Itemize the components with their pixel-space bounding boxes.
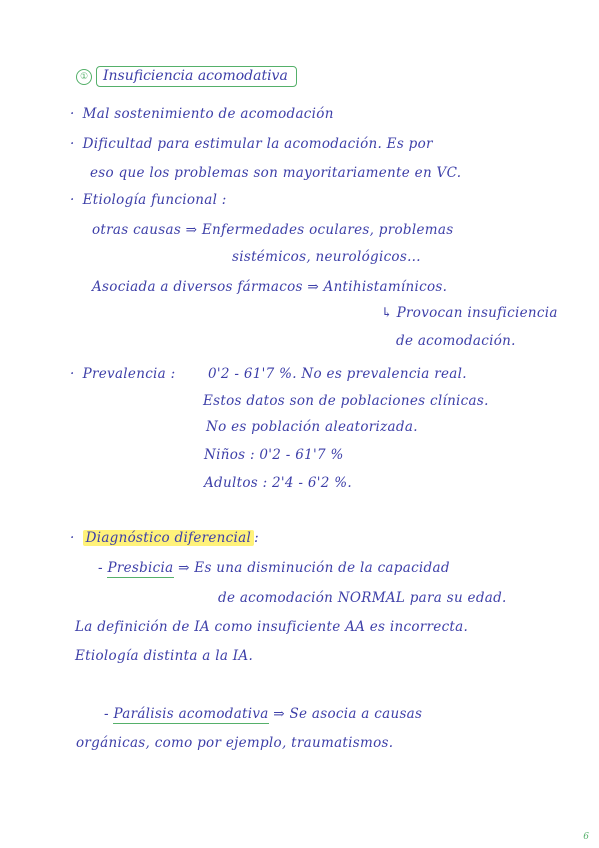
diagnostico-heading-line <box>70 530 259 546</box>
prevalencia-line-4: Niños : 0'2 - 61'7 % <box>204 447 344 463</box>
note-line-1: La definición de IA como insuficiente AA es incorrecta. <box>75 619 469 635</box>
paralisis-line-2: orgánicas, como por ejemplo, traumatismos. <box>76 735 394 751</box>
bullet-text: Mal sostenimiento de acomodación <box>82 106 334 122</box>
etiologia-line-4 <box>381 305 558 321</box>
paralisis-term: Parálisis acomodativa <box>113 706 269 722</box>
paralisis-def: ⇒ Se asocia a causas <box>273 706 423 722</box>
bullet-line-2a <box>70 136 433 152</box>
bullet-dot: · <box>70 192 75 208</box>
prevalencia-label-line <box>70 366 175 382</box>
dash: - <box>104 706 114 722</box>
presbicia-term: Presbicia <box>107 560 174 576</box>
prevalencia-line-1: 0'2 - 61'7 %. No es prevalencia real. <box>208 366 467 382</box>
bullet-dot: · <box>70 106 75 122</box>
bullet-line-1 <box>70 106 334 122</box>
bullet-dot: · <box>70 530 75 546</box>
bullet-text: Dificultad para estimular la acomodación. Es por <box>82 136 433 152</box>
etiologia-line-4-text: Provocan insuficiencia <box>396 305 558 321</box>
prevalencia-line-5: Adultos : 2'4 - 6'2 %. <box>204 475 352 491</box>
bullet-line-2b: eso que los problemas son mayoritariamente en VC. <box>90 165 462 181</box>
prevalencia-label: Prevalencia : <box>82 366 176 382</box>
prevalencia-line-2: Estos datos son de poblaciones clínicas. <box>203 393 489 409</box>
presbicia-def: ⇒ Es una disminución de la capacidad <box>178 560 450 576</box>
diagnostico-colon: : <box>254 530 259 546</box>
diagnostico-heading: Diagnóstico diferencial <box>83 530 255 546</box>
section-number-badge: ① <box>76 69 92 85</box>
page-number: 6 <box>583 832 589 842</box>
etiologia-line-2: sistémicos, neurológicos... <box>232 249 421 265</box>
presbicia-line-1 <box>98 560 450 576</box>
hook-arrow-icon: ↳ <box>381 305 393 321</box>
etiologia-line-5: de acomodación. <box>396 333 516 349</box>
etiologia-line-3: Asociada a diversos fármacos ⇒ Antihistamínicos. <box>92 279 448 295</box>
presbicia-line-2: de acomodación NORMAL para su edad. <box>218 590 507 606</box>
bullet-line-3 <box>70 192 227 208</box>
bullet-dot: · <box>70 366 75 382</box>
note-line-2: Etiología distinta a la IA. <box>75 648 254 664</box>
etiologia-line-1: otras causas ⇒ Enfermedades oculares, problemas <box>92 222 454 238</box>
paralisis-line-1 <box>104 706 422 722</box>
prevalencia-line-3: No es población aleatorizada. <box>206 419 418 435</box>
dash: - <box>98 560 108 576</box>
bullet-text: Etiología funcional : <box>82 192 227 208</box>
section-title: Insuficiencia acomodativa <box>96 66 297 87</box>
bullet-dot: · <box>70 136 75 152</box>
